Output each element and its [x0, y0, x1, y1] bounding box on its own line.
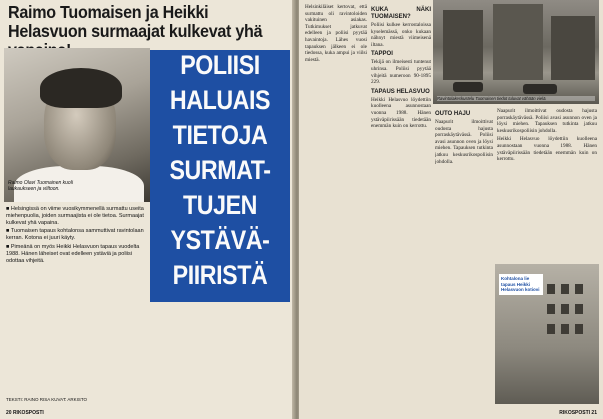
- photo-window: [561, 304, 569, 314]
- column-text: Helsinkiläiset kertovat, että surmattu oli ravintoloiden vakituinen asiakas. Tutkimukset jatkuvat edelleen ja poliisi pyytää havaintoja. Lähes vuosi tapauksen jälkeen ei ole tiedossa, kuka ampui ja viilsi miestä.: [305, 4, 367, 63]
- photo-caption: Raimo Olavi Tuomainen kuoli laukaukseen ja viiltoon.: [8, 180, 73, 192]
- section-heading: OUTO HAJU: [435, 111, 471, 117]
- column-3: [435, 108, 493, 403]
- section-heading: KUKA NÄKI TUOMAISEN?: [371, 7, 431, 20]
- page-footer-left: 20 RIKOSPOSTI: [6, 410, 44, 416]
- page-footer-right: RIKOSPOSTI 21: [559, 410, 597, 416]
- column-1: [305, 4, 367, 404]
- page-headline: Raimo Tuomaisen ja Heikki Helasvuon surmaajat kulkevat yhä: [8, 2, 263, 41]
- poster-line: TIETOJA: [172, 120, 268, 150]
- portrait-photo: [4, 48, 150, 202]
- poster-line: YSTÄVÄ-: [170, 225, 270, 255]
- section-heading: TAPAUS HELASVUO: [371, 88, 430, 95]
- photo-caption-box: Kohtalona lie tapaus Heikki Helasvuon kotiovi: [499, 274, 543, 295]
- photo-hair: [40, 68, 122, 108]
- photo-window: [575, 284, 583, 294]
- photo-window: [547, 284, 555, 294]
- photo-window: [575, 304, 583, 314]
- intro-bullet: Tuomaisen tapaus kohtalonsa sammuttivat ravintolaan kerran. Kotona ei juuri käyty.: [6, 228, 144, 242]
- credits: TEKSTI: RAINO RISA KUVAT: ARKISTO: [6, 397, 88, 402]
- right-page: [299, 0, 603, 419]
- intro-text: [6, 206, 148, 266]
- bullet-icon: ■: [6, 228, 11, 235]
- photo-window: [547, 304, 555, 314]
- column-text: Heikki Helasvuo löydettiin kuolleena asunnostaan vuonna 1988. Hänen ystäväpiirissään tiedetään enemmän kuin on kerrottu.: [371, 96, 431, 130]
- poster-headline: [150, 50, 290, 302]
- photo-building: [443, 10, 483, 80]
- bullet-icon: ■: [6, 206, 11, 212]
- photo-car: [523, 84, 557, 94]
- photo-window: [575, 324, 583, 334]
- photo-window: [547, 324, 555, 334]
- building-photo: [495, 264, 599, 404]
- poster-line: PIIRISTÄ: [172, 260, 268, 290]
- left-page: [0, 0, 296, 419]
- photo-window: [561, 284, 569, 294]
- poster-line: SURMAT-: [169, 155, 271, 185]
- intro-bullet: Pimeänä on myös Heikki Helasvuon tapaus vuodelta 1988. Hänen läheiset ovat edelleen ystäviä ja poliisi odottaa vihjeitä.: [6, 243, 140, 264]
- photo-caption: Ravintolakeskustelu Tuomaisen tiedot tuluvat vähään vielä.: [437, 96, 595, 101]
- poster-line: POLIISI: [180, 50, 260, 80]
- column-text: Tekijä on ilmeisesti tuntenut uhrinsa. Poliisi pyytää vihjeitä numeroon 90-1895 229.: [371, 59, 431, 86]
- photo-window: [561, 324, 569, 334]
- column-2: [371, 4, 431, 404]
- column-text: Naapurit ilmoittivat oudosta hajusta porraskäytävässä. Poliisi avasi asunnon oven ja löysi miehen. Tapauksen tutkinta jatkuu keskusrikospoliisin johdolla.: [497, 108, 597, 134]
- bullet-icon: ■: [6, 243, 11, 250]
- photo-building: [551, 16, 595, 80]
- column-text: Heikki Helasvuo löydettiin kuolleena asunnostaan vuonna 1988. Hänen ystäväpiirissään tiedetään enemmän kuin on kerrottu.: [497, 136, 597, 163]
- column-text: Poliisi kulkee kerrostaloissa kyselemässä, onko kukaan nähnyt miestä viimeisenä iltana.: [371, 22, 431, 48]
- photo-car: [453, 82, 483, 92]
- column-4: [497, 108, 597, 260]
- column-text: Naapurit ilmoittivat oudosta hajusta porraskäytävässä. Poliisi avasi asunnon oven ja löysi miehen. Tapauksen tutkinta jatkuu keskusrikospoliisin johdolla.: [435, 119, 493, 165]
- poster-line: HALUAIS: [169, 85, 271, 115]
- poster-line: TUJEN: [183, 190, 257, 220]
- photo-building: [493, 4, 543, 80]
- street-photo: [433, 0, 599, 104]
- section-heading: TAPPOI: [371, 51, 393, 58]
- intro-bullet: Helsingissä on viime vuosikymmenellä surmattu useita miehenpuolia, joiden surmaajista ei ole tietoa. Surmaajat kulkevat yhä vapaina.: [6, 206, 144, 226]
